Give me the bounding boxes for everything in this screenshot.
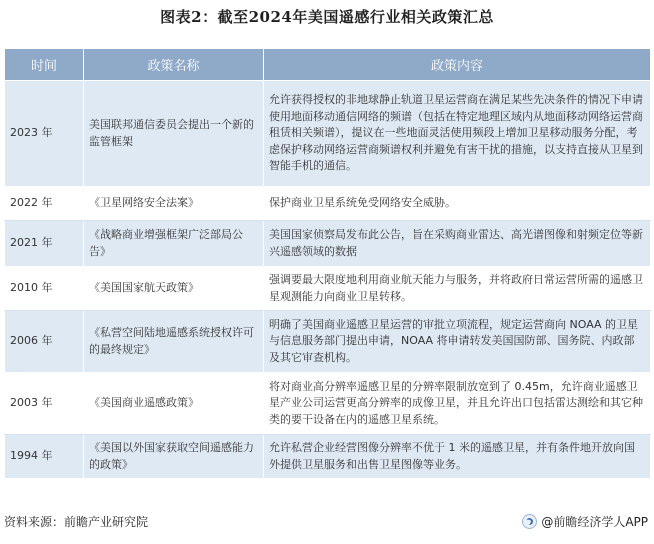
row-policy-name: 《私营空间陆地遥感系统授权许可的最终规定》 [84,311,264,373]
source-note: 资料来源：前瞻产业研究院 [4,515,149,529]
row-year: 2006 年 [5,311,84,373]
row-policy-name: 美国联邦通信委员会提出一个新的监管框架 [84,81,264,187]
row-year: 2021 年 [5,221,84,267]
table-row [5,435,651,479]
row-policy-name: 《美国以外国家获取空间遥感能力的政策》 [84,435,264,479]
row-year: 2010 年 [5,267,84,311]
table-row [5,267,651,311]
row-policy-content: 允许获得授权的非地球静止轨道卫星运营商在满足某些先决条件的情况下申请使用地面移动通信网络的频谱（包括在特定地理区域内从地面移动网络运营商租赁相关频谱），提议在一些地面灵活使用频段上增加卫星移动服务分配，考虑保护移动网络运营商频谱权利并避免有害干扰的措施，以支持直接从卫星到智能手机的通信。 [264,81,651,187]
row-policy-content: 美国国家侦察局发布此公告，旨在采购商业雷达、高光谱图像和射频定位等新兴遥感领域的数据 [264,221,651,267]
row-policy-name: 《战略商业增强框架广泛部局公告》 [84,221,264,267]
table-header-row [5,49,651,81]
row-policy-content: 将对商业高分辨率遥感卫星的分辨率限制放宽到了 0.45m，允许商业遥感卫星产业公司运营更高分辨率的成像卫星，并且允许出口包括雷达测绘和其它种类的要干设备在内的遥感卫星系统。 [264,373,651,435]
row-policy-name: 《卫星网络安全法案》 [84,187,264,221]
row-policy-content: 强调要最大限度地利用商业航天能力与服务，并将政府日常运营所需的遥感卫星观测能力向商业卫星转移。 [264,267,651,311]
row-year: 2022 年 [5,187,84,221]
row-policy-name: 《美国商业遥感政策》 [84,373,264,435]
row-policy-content: 保护商业卫星系统免受网络安全威胁。 [264,187,651,221]
row-policy-name: 《美国国家航天政策》 [84,267,264,311]
table-row [5,221,651,267]
policy-table [4,48,651,479]
header-time: 时间 [5,49,84,81]
header-policy-name: 政策名称 [84,49,264,81]
row-year: 2003 年 [5,373,84,435]
table-row [5,311,651,373]
brand-credit [522,513,648,530]
brand-label: @前瞻经济学人APP [541,515,648,529]
table-row [5,81,651,187]
chart-title: 图表2：截至2024年美国遥感行业相关政策汇总 [160,8,494,26]
row-year: 1994 年 [5,435,84,479]
table-row [5,187,651,221]
table-row [5,373,651,435]
row-policy-content: 允许私营企业经营图像分辨率不优于 1 米的遥感卫星，并有条件地开放向国外提供卫星服务和出售卫星图像等业务。 [264,435,651,479]
row-year: 2023 年 [5,81,84,187]
header-policy-content: 政策内容 [264,49,651,81]
row-policy-content: 明确了美国商业遥感卫星运营的审批立项流程，规定运营商向 NOAA 的卫星与信息服务部门提出申请，NOAA 将申请转发美国国防部、国务院、内政部及其它审查机构。 [264,311,651,373]
qianzhan-logo-icon [522,514,537,529]
